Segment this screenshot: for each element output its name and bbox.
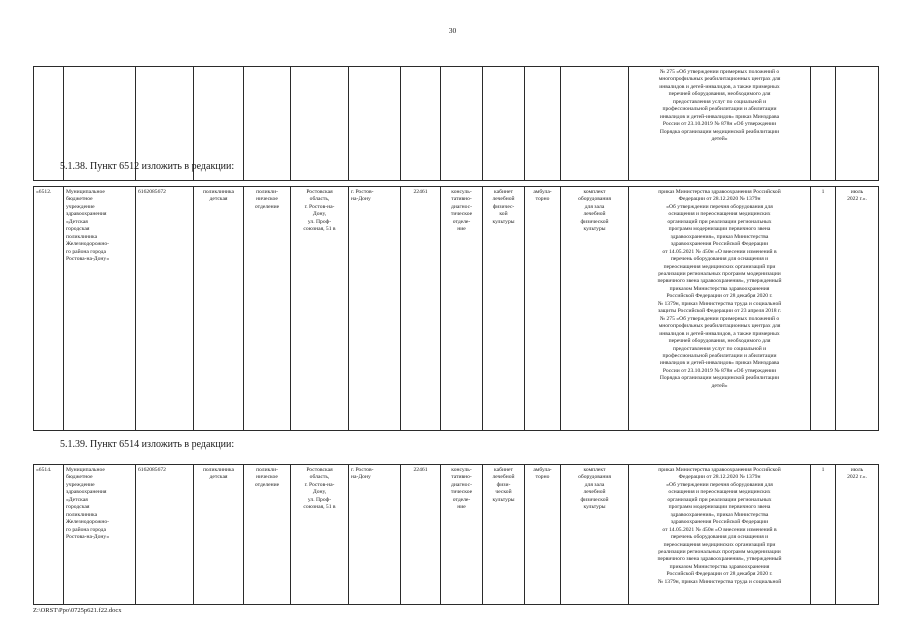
cell-room: кабинет лечебной физичес- кой культуры	[483, 187, 525, 431]
cell-department: поликли- ническое отделение	[244, 465, 291, 605]
cell-service: консуль- тативно- диагнос- тическое отделе- ние	[441, 465, 483, 605]
cell-city: г. Ростов- на-Дону	[349, 465, 401, 605]
cell-code: 22461	[401, 465, 441, 605]
cell-empty	[811, 67, 836, 181]
cell-care-mode: амбула- торно	[525, 187, 561, 431]
cell-code: 22461	[401, 187, 441, 431]
cell-empty	[349, 67, 401, 181]
cell-legal-basis: приказ Министерства здравоохранения Российской Федерации от 28.12.2020 № 1379н «Об утверждении перечня оборудования для оснащения и переоснащения медицинских организаций при реализации региональных программ модернизации первичного звена здравоохранения», приказ Министерства здравоохранения Российской Федерации от 14.05.2021 № 450н «О внесении изменений в перечень оборудования для оснащения и переоснащения медицинских организаций при реализации региональных программ модернизации первичного звена здравоохранения», утвержденный приказом Министерства здравоохранения Российской Федерации от 28 декабря 2020 г. № 1379н, приказ Министерства труда и социальной защиты Российской Федерации от 23 апреля 2018 г. № 275 «Об утверждении примерных положений о многопрофильных реабилитационных центрах для инвалидов и детей-инвалидов, а также примерных перечней оборудования, необходимого для предоставления услуг по социальной и профессиональной реабилитации и абилитации инвалидов и детей-инвалидов» приказ Минздрава России от 23.10.2019 № 878н «Об утверждении Порядка организации медицинской реабилитации детей»	[629, 187, 811, 431]
cell-empty	[441, 67, 483, 181]
entry-table	[33, 186, 879, 431]
cell-equipment: комплект оборудования для зала лечебной физической культуры	[561, 465, 629, 605]
cell-facility-type: поликлиника детская	[194, 465, 244, 605]
cell-address: Ростовская область, г. Ростов-на- Дону, ул. Проф- союзная, 51 в	[291, 187, 349, 431]
cell-city: г. Ростов- на-Дону	[349, 187, 401, 431]
cell-item-number: «6512.	[34, 187, 64, 431]
cell-item-number: «6514.	[34, 465, 64, 605]
cell-empty	[483, 67, 525, 181]
cell-room: кабинет лечебной физи- ческой культуры	[483, 465, 525, 605]
cell-legal-basis: приказ Министерства здравоохранения Российской Федерации от 28.12.2020 № 1379н «Об утверждении перечня оборудования для оснащения и переоснащения медицинских организаций при реализации региональных программ модернизации первичного звена здравоохранения», приказ Министерства здравоохранения Российской Федерации от 14.05.2021 № 450н «О внесении изменений в перечень оборудования для оснащения и переоснащения медицинских организаций при реализации региональных программ модернизации первичного звена здравоохранения», утвержденный приказом Министерства здравоохранения Российской Федерации от 28 декабря 2020 г. № 1379н, приказ Министерства труда и социальной	[629, 465, 811, 605]
cell-empty	[34, 67, 64, 181]
cell-organization: Муниципальное бюджетное учреждение здравоохранения «Детская городская поликлиника Железнодорожно- го района города Ростова-на-Дону»	[64, 465, 136, 605]
cell-organization: Муниципальное бюджетное учреждение здравоохранения «Детская городская поликлиника Железнодорожно- го района города Ростова-на-Дону»	[64, 187, 136, 431]
cell-deadline: июль 2022 г.».	[836, 465, 879, 605]
cell-department: поликли- ническое отделение	[244, 187, 291, 431]
cell-empty	[525, 67, 561, 181]
cell-address: Ростовская область, г. Ростов-на- Дону, ул. Проф- союзная, 51 в	[291, 465, 349, 605]
cell-deadline: июль 2022 г.».	[836, 187, 879, 431]
cell-inn: 6162085672	[136, 465, 194, 605]
cell-empty	[291, 67, 349, 181]
cell-empty	[561, 67, 629, 181]
table-row	[34, 465, 879, 605]
cell-empty	[401, 67, 441, 181]
entry-table	[33, 464, 879, 605]
file-path-footer: Z:\ORST\Ppo\0725p621.f22.docx	[33, 607, 122, 614]
cell-care-mode: амбула- торно	[525, 465, 561, 605]
page-number: 30	[448, 26, 457, 35]
cell-legal-basis: № 275 «Об утверждении примерных положений о многопрофильных реабилитационных центрах для инвалидов и детей-инвалидов, а также примерных перечней оборудования, необходимого для предоставления услуг по социальной и профессиональной реабилитации и абилитации инвалидов и детей-инвалидов» приказ Минздрава России от 23.10.2019 № 878н «Об утверждении Порядка организации медицинской реабилитации детей»	[629, 67, 811, 181]
section-heading: 5.1.38. Пункт 6512 изложить в редакции:	[60, 161, 235, 172]
cell-inn: 6162085672	[136, 187, 194, 431]
cell-service: консуль- тативно- диагнос- тическое отделе- ние	[441, 187, 483, 431]
cell-empty	[244, 67, 291, 181]
cell-facility-type: поликлиника детская	[194, 187, 244, 431]
cell-quantity: 1	[811, 465, 836, 605]
cell-equipment: комплект оборудования для зала лечебной физической культуры	[561, 187, 629, 431]
cell-quantity: 1	[811, 187, 836, 431]
section-heading: 5.1.39. Пункт 6514 изложить в редакции:	[60, 439, 235, 450]
cell-empty	[836, 67, 879, 181]
table-row	[34, 187, 879, 431]
